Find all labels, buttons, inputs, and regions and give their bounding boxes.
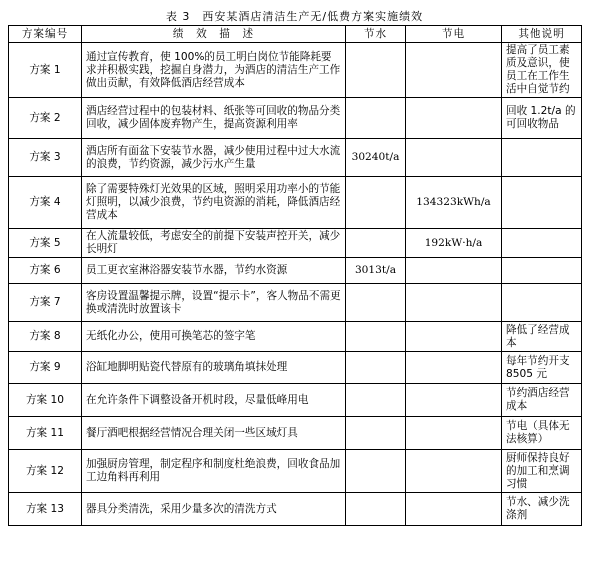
plan-id: 方案 5 bbox=[9, 229, 82, 258]
table-row bbox=[9, 352, 582, 384]
table-row bbox=[9, 284, 582, 322]
plan-id: 方案 11 bbox=[9, 417, 82, 450]
other-notes: 节约酒店经营成本 bbox=[502, 384, 582, 417]
other-notes bbox=[502, 258, 582, 284]
water-saving bbox=[346, 450, 406, 493]
other-notes bbox=[502, 229, 582, 258]
table-title: 表 3 西安某酒店清洁生产无/低费方案实施绩效 bbox=[165, 10, 424, 23]
table-row bbox=[9, 139, 582, 177]
table-row bbox=[9, 493, 582, 526]
water-saving bbox=[346, 284, 406, 322]
water-saving bbox=[346, 98, 406, 139]
plan-description: 加强厨房管理，制定程序和制度杜绝浪费，回收食品加工边角料再利用 bbox=[82, 450, 346, 493]
table-row bbox=[9, 417, 582, 450]
water-saving bbox=[346, 177, 406, 229]
plan-description: 在人流量较低，考虑安全的前提下安装声控开关，减少长明灯 bbox=[82, 229, 346, 258]
table-row bbox=[9, 43, 582, 98]
water-saving bbox=[346, 417, 406, 450]
water-saving bbox=[346, 322, 406, 352]
other-notes bbox=[502, 284, 582, 322]
plan-description: 无纸化办公，使用可换笔芯的签字笔 bbox=[82, 322, 346, 352]
table-header-row bbox=[9, 26, 582, 43]
water-saving bbox=[346, 229, 406, 258]
plan-id: 方案 3 bbox=[9, 139, 82, 177]
plan-id: 方案 13 bbox=[9, 493, 82, 526]
electricity-saving: 192kW·h/a bbox=[406, 229, 502, 258]
plan-id: 方案 12 bbox=[9, 450, 82, 493]
table-row bbox=[9, 322, 582, 352]
water-saving: 3013t/a bbox=[346, 258, 406, 284]
plan-description: 通过宣传教育，使 100%的员工明白岗位节能降耗要求并积极实践，挖掘自身潜力，为酒店的清洁生产工作做出贡献，有效降低酒店经营成本 bbox=[82, 43, 346, 98]
other-notes: 降低了经营成本 bbox=[502, 322, 582, 352]
plan-description: 酒店所有面盆下安装节水器，减少使用过程中过大水流的浪费，节约资源，减少污水产生量 bbox=[82, 139, 346, 177]
plan-id: 方案 10 bbox=[9, 384, 82, 417]
table-row bbox=[9, 384, 582, 417]
plan-id: 方案 8 bbox=[9, 322, 82, 352]
electricity-saving: 134323kWh/a bbox=[406, 177, 502, 229]
water-saving bbox=[346, 352, 406, 384]
electricity-saving bbox=[406, 384, 502, 417]
water-saving: 30240t/a bbox=[346, 139, 406, 177]
plan-id: 方案 4 bbox=[9, 177, 82, 229]
electricity-saving bbox=[406, 98, 502, 139]
other-notes: 厨师保持良好的加工和烹调习惯 bbox=[502, 450, 582, 493]
electricity-saving bbox=[406, 417, 502, 450]
table-row bbox=[9, 229, 582, 258]
electricity-saving bbox=[406, 322, 502, 352]
plan-id: 方案 9 bbox=[9, 352, 82, 384]
header-other-notes: 其他说明 bbox=[502, 26, 582, 43]
other-notes: 提高了员工素质及意识，使员工在工作生活中自觉节约 bbox=[502, 43, 582, 98]
other-notes bbox=[502, 177, 582, 229]
electricity-saving bbox=[406, 139, 502, 177]
plan-description: 客房设置温馨提示牌，设置“提示卡”，客人物品不需更换或清洗时放置该卡 bbox=[82, 284, 346, 322]
plan-id: 方案 6 bbox=[9, 258, 82, 284]
electricity-saving bbox=[406, 493, 502, 526]
other-notes: 节电（具体无法核算） bbox=[502, 417, 582, 450]
water-saving bbox=[346, 384, 406, 417]
electricity-saving bbox=[406, 43, 502, 98]
plan-description: 在允许条件下调整设备开机时段，尽量低峰用电 bbox=[82, 384, 346, 417]
water-saving bbox=[346, 493, 406, 526]
electricity-saving bbox=[406, 284, 502, 322]
performance-table bbox=[8, 25, 582, 526]
plan-id: 方案 1 bbox=[9, 43, 82, 98]
electricity-saving bbox=[406, 450, 502, 493]
plan-description: 酒店经营过程中的包装材料、纸张等可回收的物品分类回收，减少固体废弃物产生，提高资源利用率 bbox=[82, 98, 346, 139]
table-row bbox=[9, 450, 582, 493]
table-body bbox=[9, 43, 582, 526]
header-plan-id: 方案编号 bbox=[9, 26, 82, 43]
header-electricity-saving: 节电 bbox=[406, 26, 502, 43]
plan-id: 方案 2 bbox=[9, 98, 82, 139]
electricity-saving bbox=[406, 258, 502, 284]
other-notes: 节水、减少洗涤剂 bbox=[502, 493, 582, 526]
header-water-saving: 节水 bbox=[346, 26, 406, 43]
table-row bbox=[9, 177, 582, 229]
other-notes: 回收 1.2t/a 的可回收物品 bbox=[502, 98, 582, 139]
table-row bbox=[9, 98, 582, 139]
other-notes: 每年节约开支 8505 元 bbox=[502, 352, 582, 384]
plan-description: 餐厅酒吧根据经营情况合理关闭一些区域灯具 bbox=[82, 417, 346, 450]
water-saving bbox=[346, 43, 406, 98]
plan-description: 除了需要特殊灯光效果的区域，照明采用功率小的节能灯照明，以减少浪费，节约电资源的消耗，降低酒店经营成本 bbox=[82, 177, 346, 229]
table-row bbox=[9, 258, 582, 284]
plan-id: 方案 7 bbox=[9, 284, 82, 322]
plan-description: 浴缸地脚明贴瓷代替原有的玻璃角填抹处理 bbox=[82, 352, 346, 384]
plan-description: 员工更衣室淋浴器安装节水器，节约水资源 bbox=[82, 258, 346, 284]
electricity-saving bbox=[406, 352, 502, 384]
other-notes bbox=[502, 139, 582, 177]
header-description: 绩 效 描 述 bbox=[82, 26, 346, 43]
plan-description: 器具分类清洗，采用少量多次的清洗方式 bbox=[82, 493, 346, 526]
